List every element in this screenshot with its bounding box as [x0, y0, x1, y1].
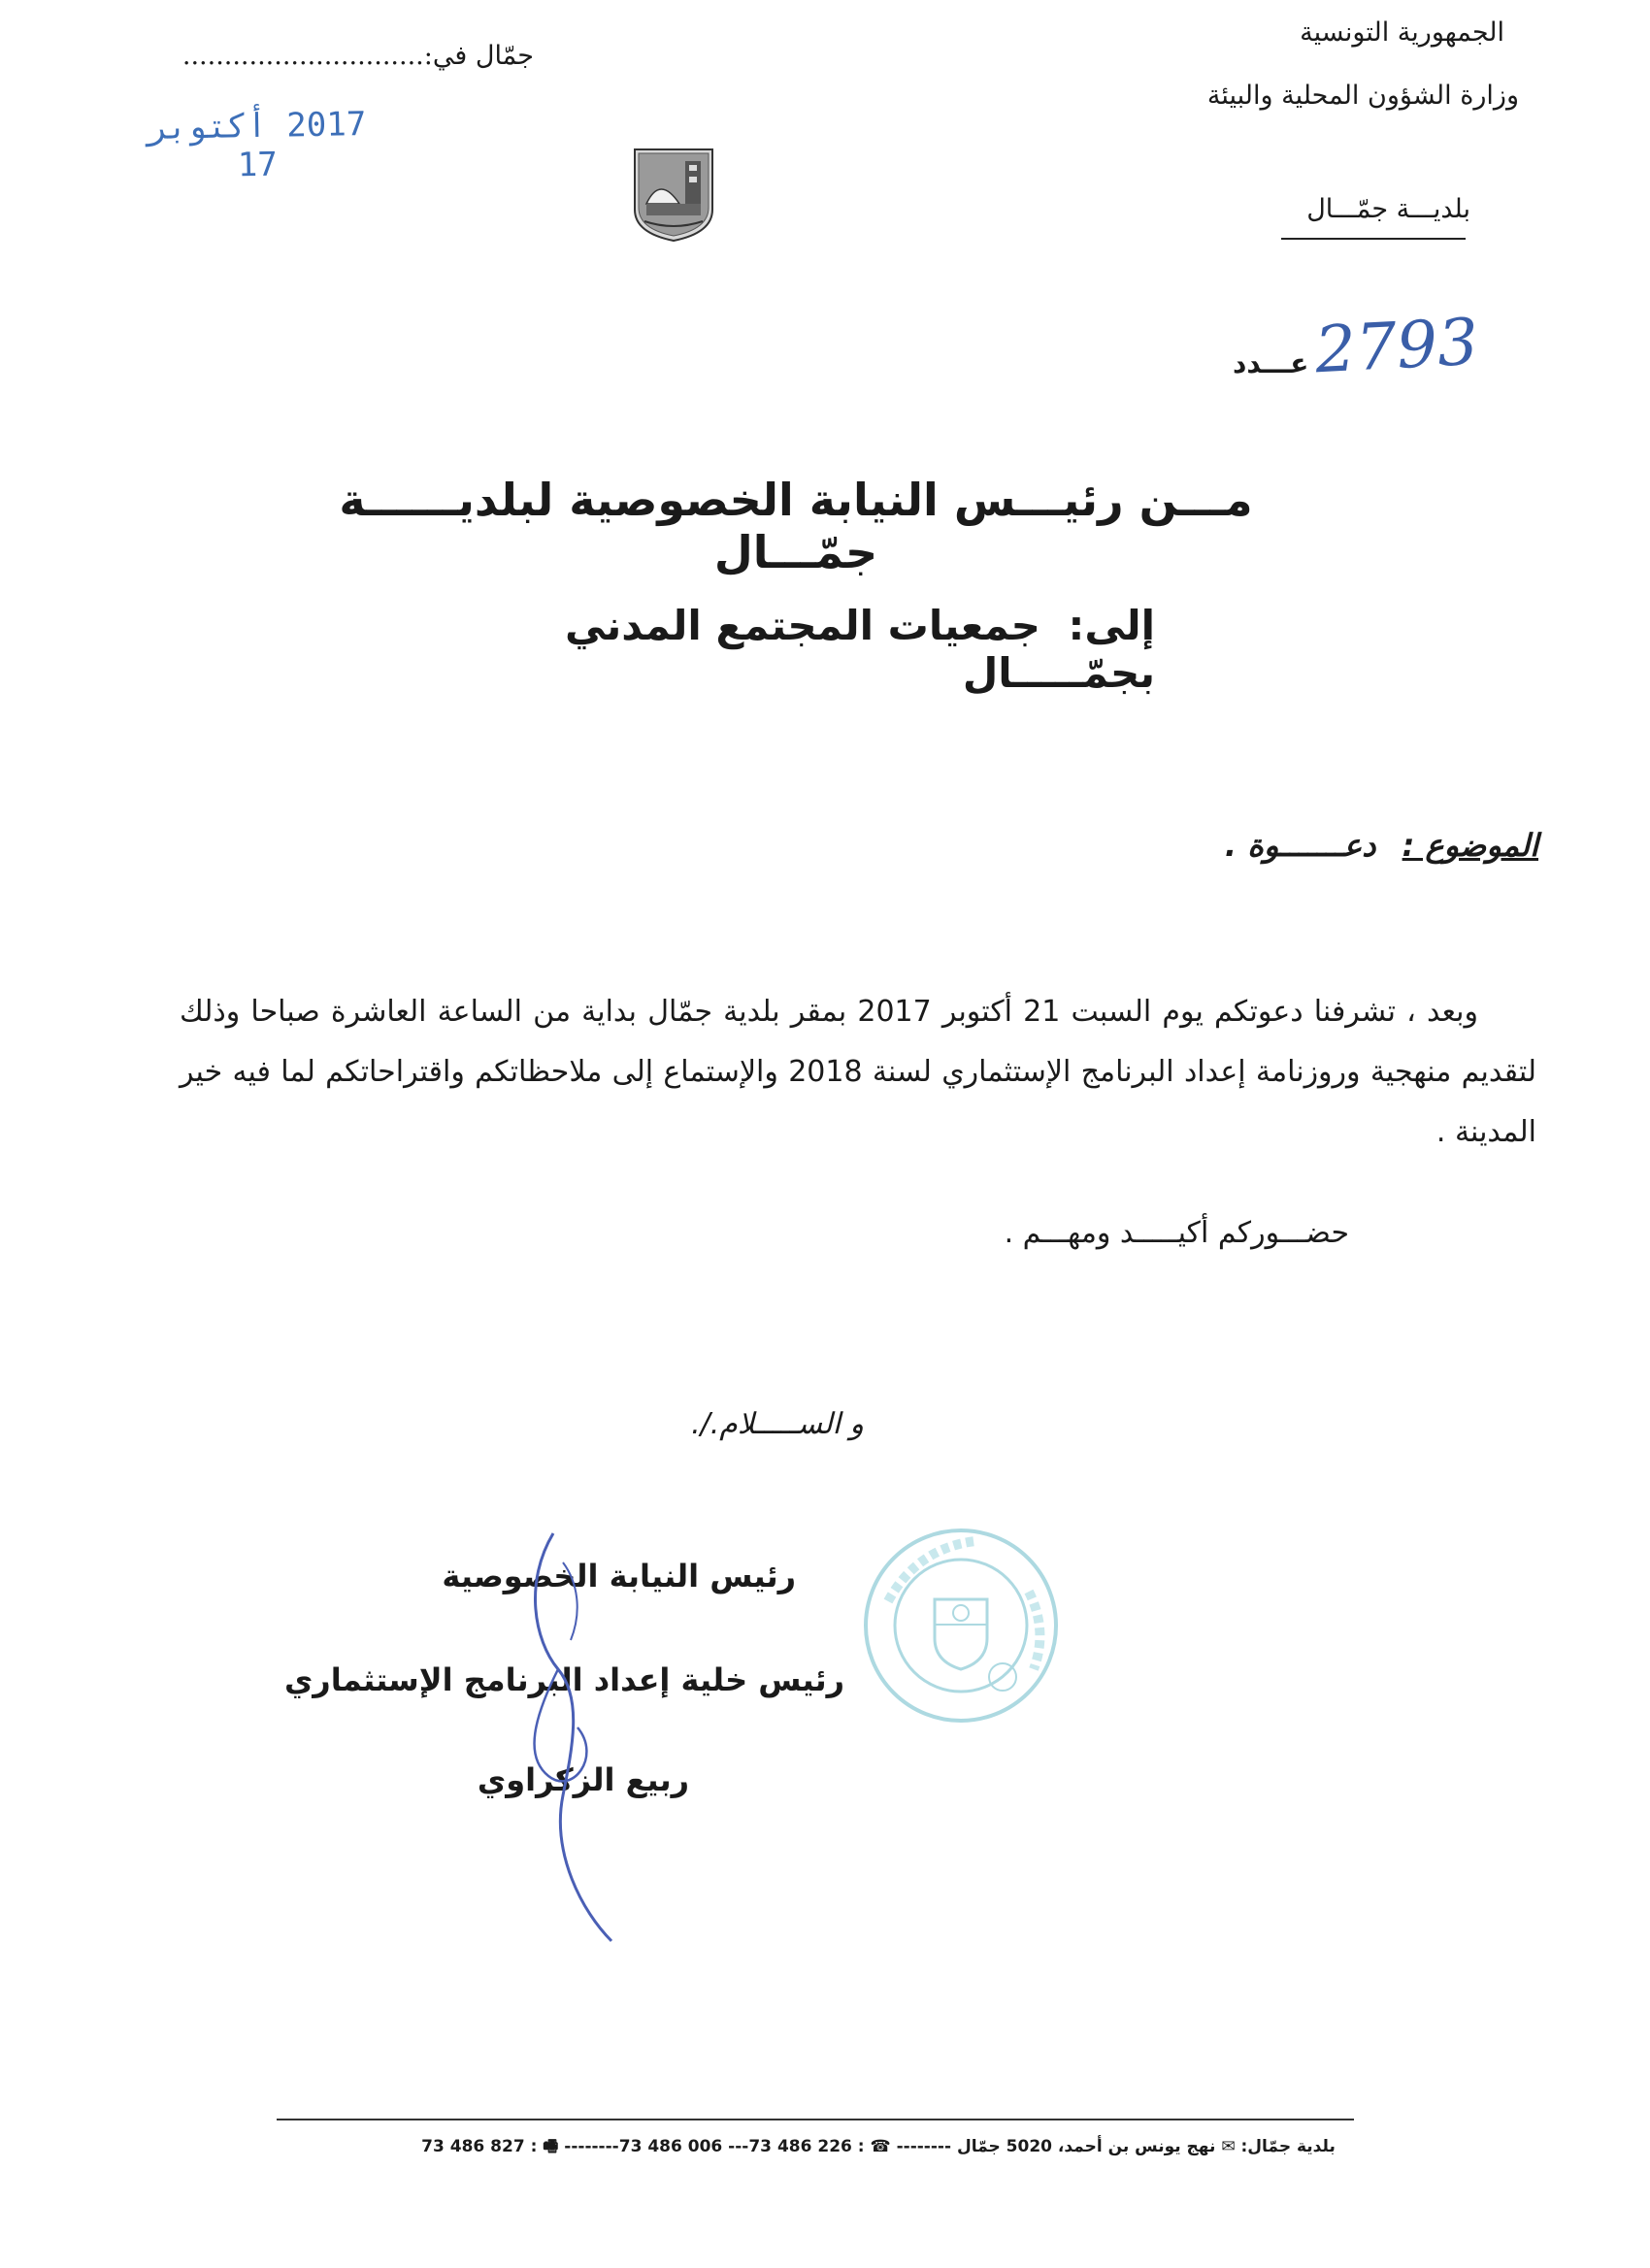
header-republic: الجمهورية التونسية — [1300, 17, 1504, 48]
official-seal — [859, 1524, 1063, 1731]
reference-prefix: عـــدد — [1233, 347, 1309, 379]
signature-title-1: رئيس النيابة الخصوصية — [442, 1558, 796, 1594]
footer-divider — [277, 2119, 1354, 2120]
municipality-emblem — [631, 146, 716, 247]
letter-to-value: جمعيات المجتمع المدني بجمّـــــال — [564, 602, 1155, 697]
letter-subject — [1053, 827, 1538, 864]
municipality-underline — [1281, 238, 1466, 240]
letter-emphasis: حضـــوركم أكيـــــد ومهـــم . — [1004, 1216, 1349, 1250]
signature-title-2: رئيس خلية إعداد البرنامج الإستثماري — [283, 1661, 844, 1698]
subject-label: الموضوع : — [1402, 827, 1538, 864]
handwritten-signature — [466, 1524, 660, 1955]
letter-from: مـــن رئيـــس النيابة الخصوصية لبلديــــــة جمّـــال — [339, 474, 1253, 578]
place-date-label: جمّال في:............................. — [182, 41, 534, 71]
letter-to-label: إلى: — [1068, 602, 1155, 649]
header-municipality: بلديـــة جمّـــال — [1306, 194, 1470, 224]
header-ministry: وزارة الشؤون المحلية والبيئة — [1206, 81, 1519, 111]
footer-contact: بلدية جمّال: ✉ نهج يونس بن أحمد، 5020 جمّال -------- ☎ : 226 486 73--- 006 486 73-------- 🖷 : 827 486 73 — [421, 2137, 1336, 2156]
subject-value: دعـــــــوة . — [1224, 827, 1376, 864]
reference-number: 2793 — [1313, 304, 1480, 388]
letter-body: وبعد ، تشرفنا دعوتكم يوم السبت 21 أكتوبر 2017 بمقر بلدية جمّال بداية من الساعة العاشرة صباحا وذلك لتقديم منهجية وروزنامة إعداد البرنامج الإستثماري لسنة 2018 والإستماع إلى ملاحظاتكم واقتراحاتكم لما فيه خير المدينة . — [180, 995, 1537, 1149]
received-date-stamp: 2017 أكتوبر 17 — [147, 105, 367, 185]
letter-closing: و الســـــلام./. — [691, 1407, 864, 1441]
signatory-name: ربيع الزكراوي — [477, 1761, 689, 1798]
letter-to — [456, 602, 1155, 697]
